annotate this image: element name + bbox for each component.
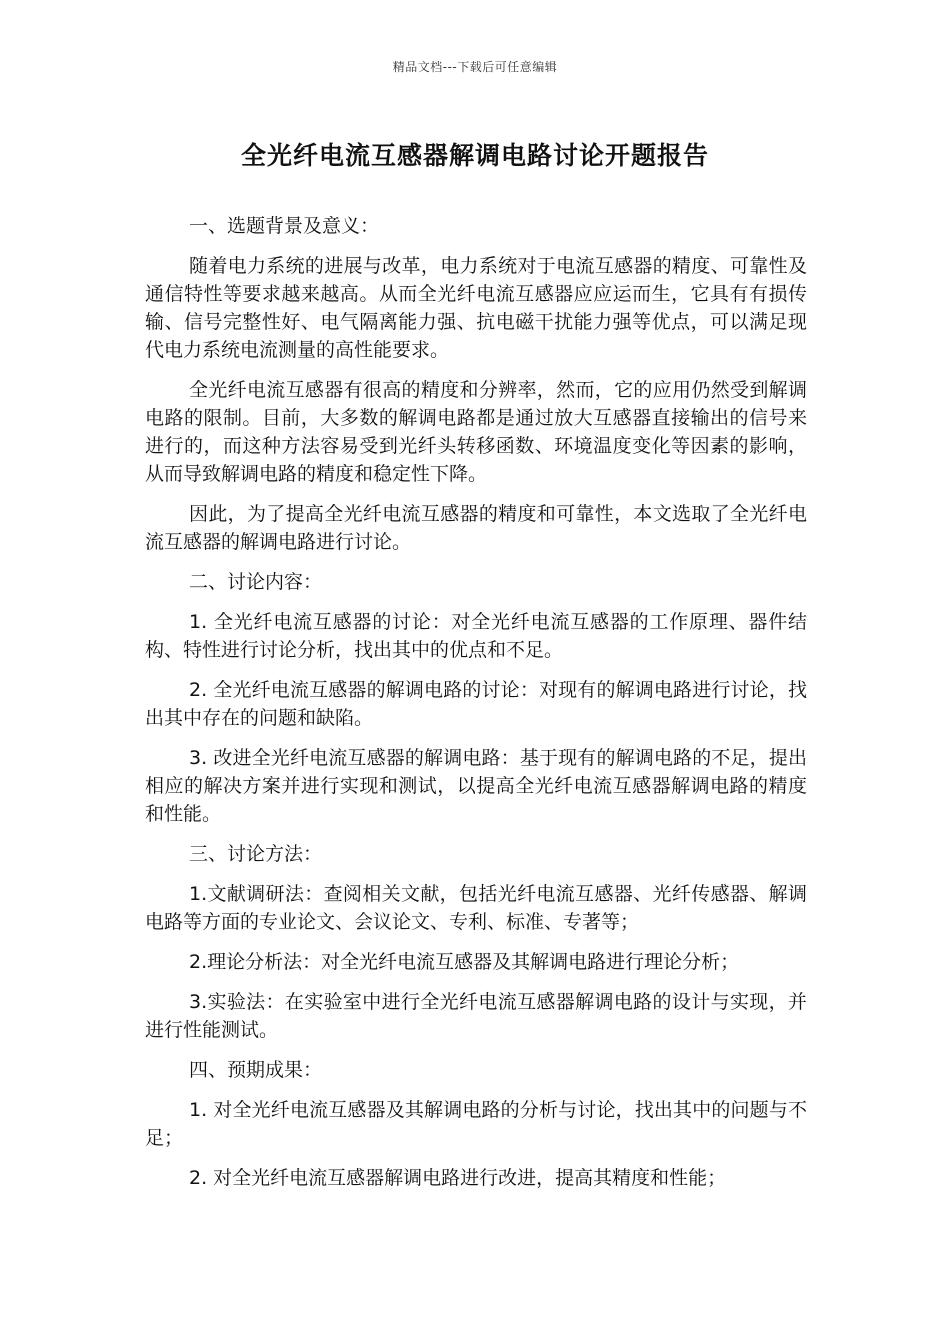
paragraph-content-2: 2. 全光纤电流互感器的解调电路的讨论：对现有的解调电路进行讨论，找出其中存在的问题和缺陷。 (145, 679, 807, 729)
paragraph-background-1: 随着电力系统的进展与改革，电力系统对于电流互感器的精度、可靠性及通信特性等要求越来越高。从而全光纤电流互感器应应运而生，它具有有损传输、信号完整性好、电气隔离能力强、抗电磁干扰能力强等优点，可以满足现代电力系统电流测量的高性能要求。 (145, 255, 807, 361)
page-title: 全光纤电流互感器解调电路讨论开题报告 (240, 141, 709, 170)
paragraph-content-1: 1. 全光纤电流互感器的讨论：对全光纤电流互感器的工作原理、器件结构、特性进行讨论分析，找出其中的优点和不足。 (145, 611, 807, 661)
paragraph-results-2: 2. 对全光纤电流互感器解调电路进行改进，提高其精度和性能； (189, 1167, 727, 1189)
paragraph-method-3: 3.实验法：在实验室中进行全光纤电流互感器解调电路的设计与实现，并进行性能测试。 (145, 991, 807, 1041)
section-heading-background: 一、选题背景及意义： (189, 215, 380, 237)
paragraph-content-3: 3. 改进全光纤电流互感器的解调电路：基于现有的解调电路的不足，提出相应的解决方案并进行实现和测试，以提高全光纤电流互感器解调电路的精度和性能。 (145, 747, 807, 825)
document-body (145, 212, 807, 1204)
paragraph-method-1: 1.文献调研法：查阅相关文献，包括光纤电流互感器、光纤传感器、解调电路等方面的专业论文、会议论文、专利、标准、专著等； (145, 883, 807, 933)
paragraph-background-3: 因此，为了提高全光纤电流互感器的精度和可靠性，本文选取了全光纤电流互感器的解调电路进行讨论。 (145, 503, 807, 553)
section-heading-results: 四、预期成果： (189, 1059, 323, 1081)
paragraph-background-2: 全光纤电流互感器有很高的精度和分辨率，然而，它的应用仍然受到解调电路的限制。目前，大多数的解调电路都是通过放大互感器直接输出的信号来进行的，而这种方法容易受到光纤头转移函数、环境温度变化等因素的影响，从而导致解调电路的精度和稳定性下降。 (145, 379, 807, 485)
paragraph-results-1: 1. 对全光纤电流互感器及其解调电路的分析与讨论，找出其中的问题与不足； (145, 1099, 807, 1149)
paragraph-method-2: 2.理论分析法：对全光纤电流互感器及其解调电路进行理论分析； (189, 951, 740, 973)
section-heading-method: 三、讨论方法： (189, 843, 323, 865)
header-note: 精品文档---下载后可任意编辑 (392, 60, 558, 74)
section-heading-content: 二、讨论内容： (189, 571, 323, 593)
